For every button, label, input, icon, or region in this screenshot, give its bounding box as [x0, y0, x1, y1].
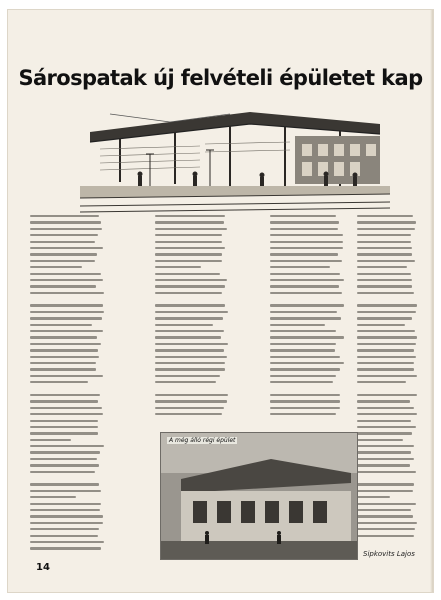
text-line — [357, 336, 417, 338]
text-line — [30, 336, 97, 338]
text-line — [357, 515, 413, 517]
text-line — [357, 394, 417, 396]
text-line — [357, 317, 412, 319]
text-line — [270, 343, 336, 345]
text-line — [155, 317, 223, 319]
text-line — [155, 330, 224, 332]
text-line — [155, 215, 225, 217]
text-line — [357, 221, 416, 223]
text-line — [270, 215, 336, 217]
text-line — [270, 266, 330, 268]
text-line — [357, 432, 412, 434]
text-line — [30, 541, 104, 543]
text-line — [30, 490, 101, 492]
text-line — [357, 285, 412, 287]
text-line — [357, 215, 413, 217]
text-line — [30, 522, 103, 524]
text-line — [30, 279, 103, 281]
text-line — [30, 273, 101, 275]
magazine-page — [8, 10, 433, 592]
text-line — [357, 311, 416, 313]
text-line — [270, 298, 336, 300]
text-line — [30, 317, 102, 319]
text-line — [357, 407, 414, 409]
text-line — [357, 445, 414, 447]
text-line — [357, 253, 412, 255]
text-line — [30, 445, 104, 447]
text-line — [30, 471, 95, 473]
text-line — [155, 413, 222, 415]
text-line — [30, 458, 97, 460]
building-photo-image — [161, 433, 357, 559]
text-line — [30, 420, 98, 422]
text-line — [30, 253, 97, 255]
text-line — [30, 528, 99, 530]
text-line — [155, 228, 227, 230]
text-line — [30, 503, 101, 505]
text-line — [155, 221, 224, 223]
text-line — [270, 260, 342, 262]
text-line — [270, 311, 337, 313]
text-line — [270, 285, 339, 287]
text-line — [155, 304, 225, 306]
text-line — [357, 420, 411, 422]
text-line — [30, 496, 76, 498]
text-line — [357, 490, 413, 492]
text-line — [357, 260, 415, 262]
text-column-4 — [357, 215, 417, 544]
text-line — [30, 266, 82, 268]
text-line — [357, 228, 415, 230]
text-column-2 — [155, 215, 229, 428]
text-line — [357, 273, 411, 275]
text-line — [30, 388, 99, 390]
text-line — [270, 413, 336, 415]
text-line — [357, 503, 416, 505]
text-line — [270, 324, 325, 326]
text-line — [270, 273, 340, 275]
text-line — [155, 253, 222, 255]
text-line — [30, 247, 103, 249]
text-line — [30, 464, 99, 466]
text-line — [270, 234, 343, 236]
text-line — [30, 285, 96, 287]
text-line — [357, 356, 416, 358]
text-line — [357, 458, 414, 460]
text-line — [270, 317, 341, 319]
text-line — [357, 388, 416, 390]
text-line — [30, 330, 103, 332]
text-line — [155, 400, 227, 402]
text-line — [155, 285, 225, 287]
text-line — [270, 368, 340, 370]
text-line — [155, 247, 225, 249]
text-line — [30, 298, 99, 300]
page-number: 14 — [36, 562, 50, 573]
text-line — [270, 349, 335, 351]
photo-caption: A még álló régi épület — [169, 437, 236, 444]
text-column-3 — [270, 215, 344, 428]
text-line — [357, 368, 414, 370]
text-line — [30, 241, 95, 243]
text-line — [357, 528, 415, 530]
text-line — [30, 451, 100, 453]
text-line — [357, 509, 411, 511]
text-line — [270, 241, 343, 243]
text-line — [30, 477, 99, 479]
text-line — [155, 356, 227, 358]
page-edge-shadow — [430, 10, 433, 592]
text-line — [270, 394, 340, 396]
text-line — [30, 260, 95, 262]
text-line — [357, 241, 411, 243]
text-line — [30, 375, 103, 377]
text-line — [357, 483, 414, 485]
text-line — [270, 221, 339, 223]
text-line — [30, 400, 98, 402]
text-line — [30, 547, 101, 549]
text-line — [155, 234, 222, 236]
text-line — [270, 388, 336, 390]
text-line — [270, 279, 344, 281]
text-line — [270, 228, 338, 230]
text-line — [357, 298, 415, 300]
text-line — [30, 439, 71, 441]
text-line — [155, 298, 222, 300]
text-line — [270, 304, 344, 306]
text-line — [30, 343, 101, 345]
text-line — [155, 266, 201, 268]
text-line — [155, 273, 220, 275]
text-line — [30, 432, 98, 434]
text-line — [30, 509, 100, 511]
text-line — [155, 375, 220, 377]
text-line — [30, 228, 102, 230]
text-line — [30, 426, 98, 428]
text-line — [357, 464, 410, 466]
text-line — [357, 496, 390, 498]
text-line — [30, 292, 104, 294]
text-line — [155, 343, 228, 345]
text-line — [270, 253, 338, 255]
text-line — [357, 471, 416, 473]
text-line — [155, 407, 224, 409]
text-line — [155, 260, 222, 262]
text-line — [357, 362, 414, 364]
text-line — [155, 292, 222, 294]
text-line — [357, 349, 414, 351]
text-line — [30, 413, 103, 415]
text-line — [30, 356, 99, 358]
text-line — [357, 343, 416, 345]
text-line — [357, 266, 407, 268]
text-line — [155, 279, 227, 281]
text-line — [155, 362, 225, 364]
text-line — [30, 311, 104, 313]
text-line — [270, 362, 344, 364]
text-line — [357, 522, 417, 524]
text-line — [30, 483, 99, 485]
text-line — [357, 375, 417, 377]
text-line — [270, 330, 336, 332]
text-line — [30, 515, 103, 517]
text-line — [357, 330, 415, 332]
text-line — [357, 292, 414, 294]
text-line — [155, 311, 228, 313]
text-line — [155, 368, 225, 370]
text-line — [30, 381, 88, 383]
text-line — [357, 381, 406, 383]
text-line — [155, 388, 227, 390]
text-column-1 — [30, 215, 104, 558]
article-title: Sárospatak új felvételi épületet kap — [18, 66, 423, 90]
text-line — [30, 234, 98, 236]
text-line — [270, 292, 342, 294]
text-line — [30, 362, 96, 364]
text-line — [357, 234, 411, 236]
text-line — [270, 407, 340, 409]
text-line — [30, 215, 99, 217]
text-line — [30, 394, 100, 396]
text-line — [155, 336, 221, 338]
text-line — [30, 535, 98, 537]
text-line — [155, 381, 216, 383]
text-line — [30, 407, 102, 409]
text-line — [30, 304, 103, 306]
text-line — [155, 349, 224, 351]
author-byline: Sipkovits Lajos — [363, 550, 415, 558]
text-line — [270, 381, 333, 383]
text-line — [357, 451, 411, 453]
station-illustration — [80, 94, 390, 214]
text-line — [357, 324, 405, 326]
text-line — [155, 324, 213, 326]
text-line — [30, 368, 96, 370]
text-line — [357, 304, 417, 306]
building-photo — [160, 432, 358, 560]
text-line — [270, 356, 340, 358]
text-line — [155, 394, 228, 396]
text-line — [357, 535, 414, 537]
text-line — [357, 279, 412, 281]
text-line — [270, 247, 343, 249]
text-line — [155, 241, 222, 243]
text-line — [357, 439, 403, 441]
text-line — [357, 413, 417, 415]
text-line — [270, 400, 340, 402]
text-line — [30, 221, 101, 223]
text-line — [357, 426, 416, 428]
text-line — [357, 247, 412, 249]
text-line — [270, 375, 336, 377]
text-line — [357, 477, 411, 479]
text-line — [270, 336, 344, 338]
text-line — [357, 400, 410, 402]
text-line — [30, 324, 92, 326]
text-line — [30, 349, 98, 351]
